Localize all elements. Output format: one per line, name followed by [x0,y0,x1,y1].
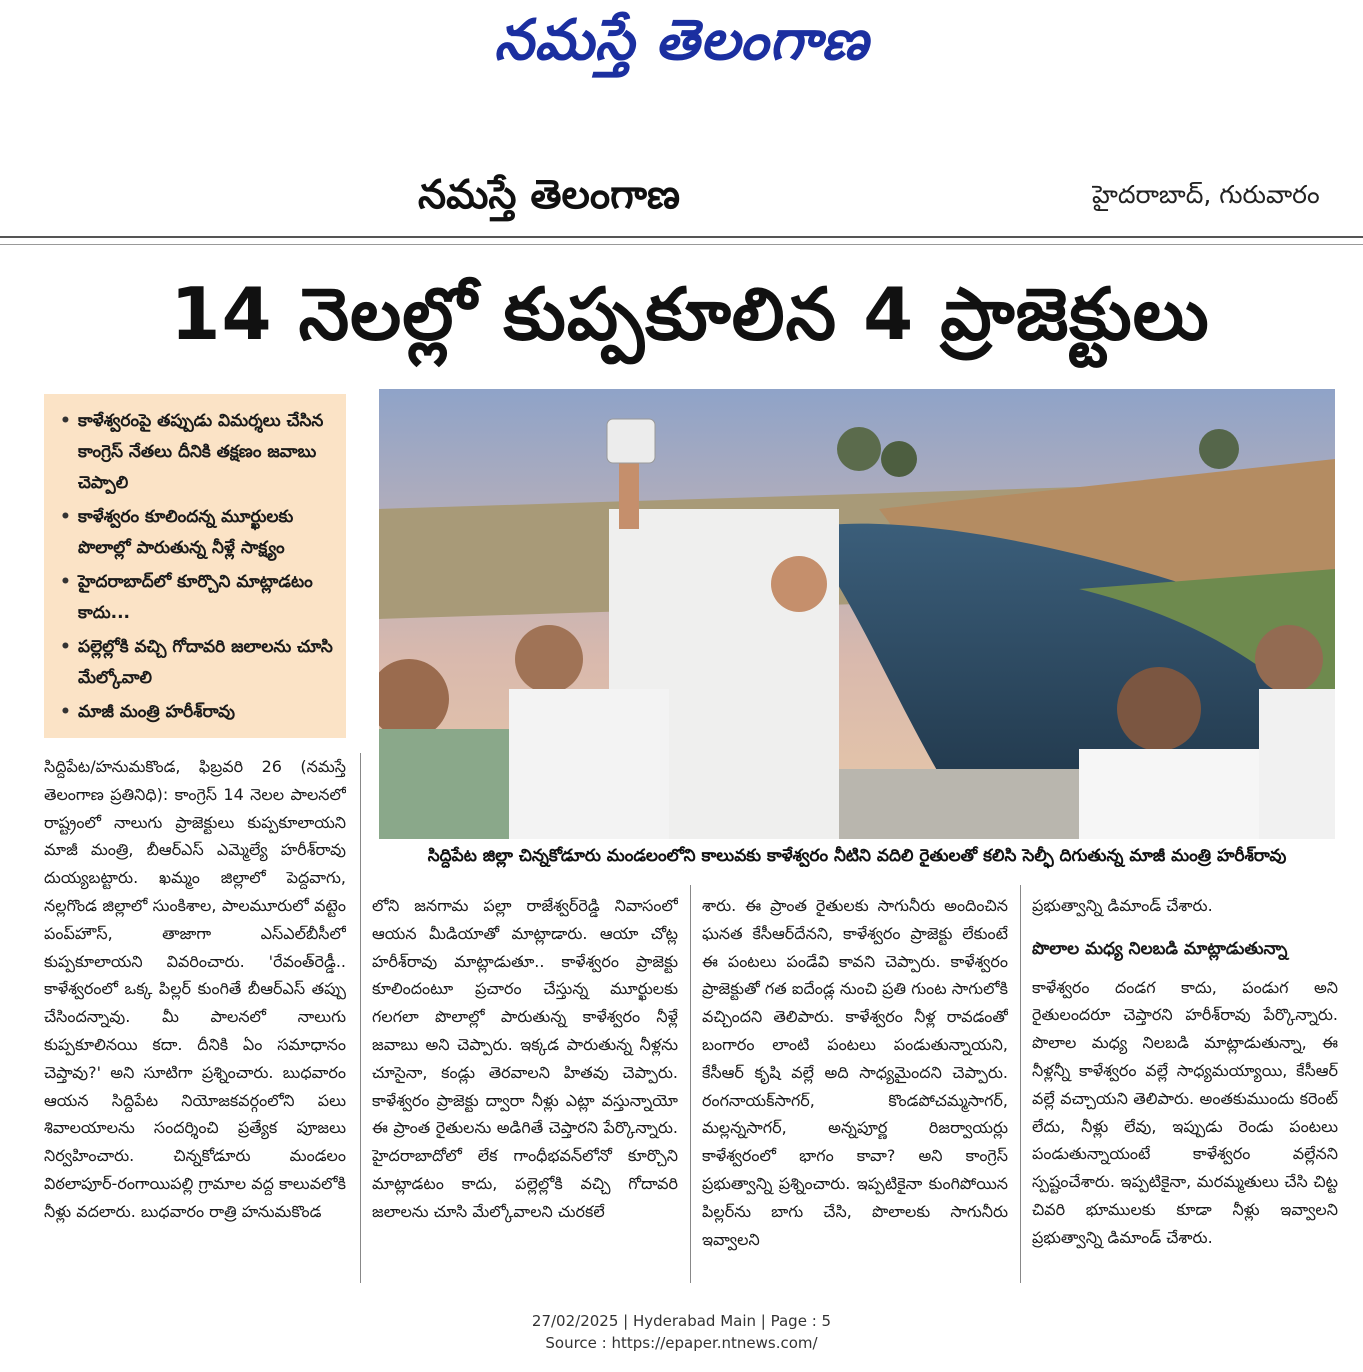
highlight-item: • పల్లెల్లోకి వచ్చి గోదావరి జలాలను చూసి మేల్కోవాలి [60,632,336,694]
article-column-1 [44,753,346,1283]
highlight-item: • కాళేశ్వరం కూలిందన్న మూర్ఖులకు పొలాల్లో పారుతున్న నీళ్లే సాక్ష్యం [60,502,336,564]
photo-caption: సిద్దిపేట జిల్లా చిన్నకోడూరు మండలంలోని కాలువకు కాళేశ్వరం నీటిని వదిలి రైతులతో కలిసి సెల్ఫీ దిగుతున్న మాజీ మంత్రి హరీశ్‌రావు [427,846,1287,866]
highlight-item: • హైదరాబాద్‌లో కూర్చొని మాట్లాడటం కాదు... [60,567,336,629]
article-text: ప్రభుత్వాన్ని డిమాండ్ చేశారు. [1032,896,1213,915]
article-text: సిద్దిపేట/హనుమకొండ, ఫిబ్రవరి 26 (నమస్తే తెలంగాణ ప్రతినిధి): కాంగ్రెస్ 14 నెలల పాలనలో రాష్ట్రంలో నాలుగు ప్రాజెక్టులు కుప్పకూలాయని మాజీ మంత్రి, బీఆర్ఎస్ ఎమ్మెల్యే హరీశ్‌రావు దుయ్యబట్టారు. ఖమ్మం జిల్లాలో పెద్దవాగు, నల్లగొండ జిల్లాలో సుంకిశాల, పాలమూరులో వట్టెం పంప్‌హౌస్, తాజాగా ఎస్ఎల్‌బీసీలో కుప్పకూలాయని వివరించారు. 'రేవంత్‌రెడ్డీ.. కాళేశ్వరంలో ఒక్క పిల్లర్ కుంగితే బీఆర్ఎస్ తప్పు చేసిందన్నావు. మీ పాలనలో నాలుగు కుప్పకూలినయి కదా. దీనికి ఏం సమాధానం చెప్తావు?' అని సూటిగా ప్రశ్నించారు. బుధవారం ఆయన సిద్దిపేట నియోజకవర్గంలోని పలు శివాలయాలను సందర్శించి ప్రత్యేక పూజలు నిర్వహించారు. చిన్నకోడూరు మండలం విఠలాపూర్-రంగాయిపల్లి గ్రామాల వద్ద కాలువలోకి నీళ్లు వదలారు. బుధవారం రాత్రి హనుమకొండ [44,757,346,1221]
article-column-3 [702,892,1008,1282]
highlight-item: • కాళేశ్వరంపై తప్పుడు విమర్శలు చేసిన కాంగ్రెస్ నేతలు దీనికి తక్షణం జవాబు చెప్పాలి [60,406,336,499]
footer-edition-info: 27/02/2025 | Hyderabad Main | Page : 5 [531,1312,832,1330]
article-text: శారు. ఈ ప్రాంత రైతులకు సాగునీరు అందించిన ఘనత కేసీఆర్‌దేనని, కాళేశ్వరం ప్రాజెక్టు లేకుంటే ఈ పంటలు పండేవి కావని చెప్పారు. కాళేశ్వరం ప్రాజెక్టుతో గత ఐదేండ్ల నుంచి ప్రతి గుంట సాగులోకి వచ్చిందని తెలిపారు. కాళేశ్వరం నీళ్ల రావడంతో బంగారం లాంటి పంటలు పండుతున్నాయని, కేసీఆర్ కృషి వల్లే అది సాధ్యమైందని చెప్పారు. రంగనాయక్‌సాగర్, కొండపోచమ్మసాగర్, మల్లన్నసాగర్, అన్నపూర్ణ రిజర్వాయర్లు కాళేశ్వరంలో భాగం కావా? అని కాంగ్రెస్ ప్రభుత్వాన్ని ప్రశ్నించారు. ఇప్పటికైనా కుంగిపోయిన పిల్లర్‌ను బాగు చేసి, పొలాలకు సాగునీరు ఇవ్వాలని [702,896,1008,1249]
highlights-box [44,394,346,738]
article-subhead: పొలాల మధ్య నిలబడి మాట్లాడుతున్నా [1032,938,1288,959]
highlight-item: • మాజీ మంత్రి హరీశ్‌రావు [60,697,336,728]
column-divider [1020,885,1021,1283]
footer-source-link[interactable]: Source : https://epaper.ntnews.com/ [545,1334,818,1352]
article-headline: 14 నెలల్లో కుప్పకూలిన 4 ప్రాజెక్టులు [170,272,1210,356]
article-text: కాళేశ్వరం దండగ కాదు, పండుగ అని రైతులందరూ చెప్తారని హరీశ్‌రావు పేర్కొన్నారు. పొలాల మధ్య నిలబడి మాట్లాడుతున్నా, ఈ నీళ్లన్నీ కాళేశ్వరం వల్లే సాధ్యమయ్యాయి, కేసీఆర్ వల్లే వచ్చాయని తెలిపారు. అంతకుముందు కరెంట్ లేదు, నీళ్లు లేవు, ఇప్పుడు రెండు పంటలు పండుతున్నాయంటే కాళేశ్వరం వల్లేనని స్పష్టంచేశారు. ఇప్పటికైనా, మరమ్మతులు చేసి చిట్ట చివరి భూములకు కూడా నీళ్లు ఇవ్వాలని ప్రభుత్వాన్ని డిమాండ్ చేశారు. [1032,977,1338,1247]
dateline: హైదరాబాద్, గురువారం [1092,180,1320,209]
header-rule [0,236,1363,245]
masthead-logo: నమస్తే తెలంగాణ [494,8,869,73]
page-header-logo: నమస్తే తెలంగాణ [418,172,681,218]
article-text: లోని జనగామ పల్లా రాజేశ్వర్‌రెడ్డి నివాసంలో ఆయన మీడియాతో మాట్లాడారు. ఆయా చోట్ల హరీశ్‌రావు మాట్లాడుతూ.. కాళేశ్వరం ప్రాజెక్టు కూలిందంటూ ప్రచారం చేస్తున్న మూర్ఖులకు గలగలా పొలాల్లో పారుతున్న కాళేశ్వరం నీళ్లే జవాబు అని చెప్పారు. ఇక్కడ పారుతున్న నీళ్లను చూసైనా, కండ్లు తెరవాలని హితవు చెప్పారు. కాళేశ్వరం ప్రాజెక్టు ద్వారా నీళ్లు ఎట్లా వస్తున్నాయో ఈ ప్రాంత రైతులను అడిగితే చెప్తారని పేర్కొన్నారు. హైదరాబాదోలో లేక గాంధీభవన్‌లోనో కూర్చొని మాట్లాడటం కాదు, పల్లెల్లోకి వచ్చి గోదావరి జలాలను చూసి మేల్కోవాలని చురకలే [372,896,678,1221]
page-footer [0,1310,1363,1354]
article-column-4 [1032,892,1338,1282]
news-photo [379,389,1335,839]
article-column-2 [372,892,678,1282]
column-divider [360,753,361,1283]
page-header [0,168,1363,240]
column-divider [690,885,691,1283]
news-photo-illustration [379,389,1335,839]
